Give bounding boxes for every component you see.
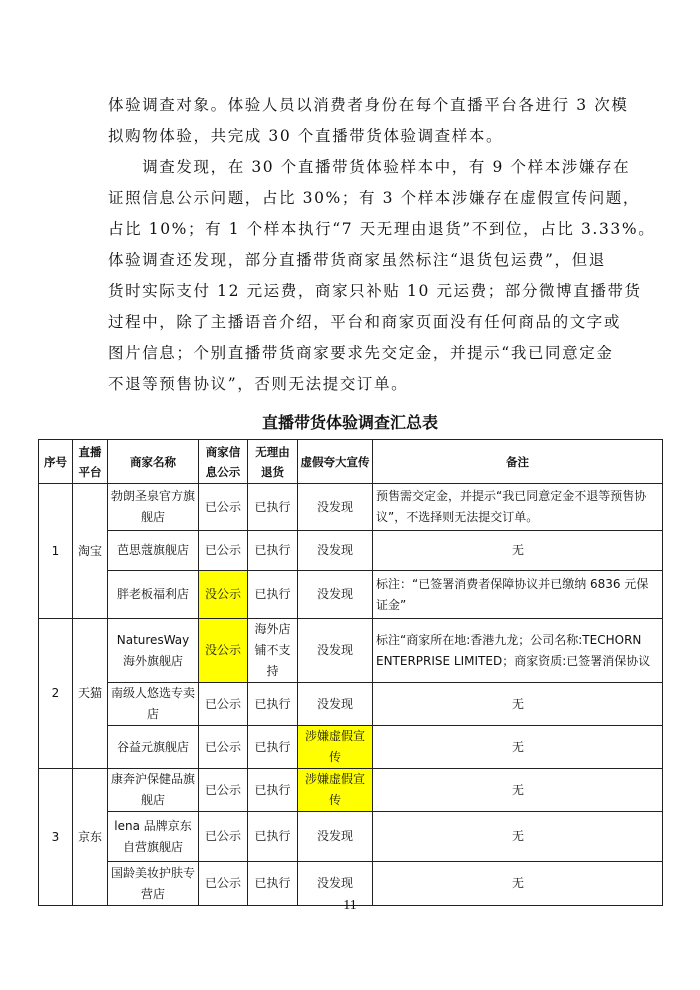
header-ad: 虚假夸大宣传 [298,440,373,484]
cell-platform: 天猫 [73,619,108,769]
cell-return: 已执行 [248,726,298,769]
cell-ad: 涉嫌虚假宣传 [298,769,373,812]
cell-merchant: lena 品牌京东自营旗舰店 [108,812,199,862]
paragraph-line: 占比 10%；有 1 个样本执行“7 天无理由退货”不到位，占比 3.33%。 [108,220,656,238]
paragraph-line: 不退等预售协议”，否则无法提交订单。 [108,375,409,393]
cell-note: 无 [373,726,663,769]
cell-merchant: 康奔沪保健品旗舰店 [108,769,199,812]
cell-ad: 没发现 [298,683,373,726]
cell-info: 没公示 [199,571,248,619]
cell-info: 已公示 [199,769,248,812]
cell-return: 已执行 [248,862,298,906]
cell-ad: 没发现 [298,531,373,571]
cell-note: 无 [373,812,663,862]
cell-note: 标注“商家所在地:香港九龙；公司名称:TECHORN ENTERPRISE LIMITED；商家资质:已签署消保协议 [373,619,663,683]
paragraph-line: 货时实际支付 12 元运费，商家只补贴 10 元运费；部分微博直播带货 [108,282,642,300]
cell-ad: 没发现 [298,484,373,531]
header-note: 备注 [373,440,663,484]
paragraph-line: 图片信息；个别直播带货商家要求先交定金，并提示“我已同意定金 [108,344,614,362]
table-row [39,812,663,862]
page-number: 11 [343,898,357,913]
cell-ad: 没发现 [298,619,373,683]
cell-note: 无 [373,683,663,726]
cell-note: 无 [373,531,663,571]
paragraph-line: 调查发现，在 30 个直播带货体验样本中，有 9 个样本涉嫌存在 [108,158,631,176]
cell-merchant: NaturesWay 海外旗舰店 [108,619,199,683]
paragraph-line: 证照信息公示问题，占比 30%；有 3 个样本涉嫌存在虚假宣传问题， [108,189,640,207]
cell-ad: 没发现 [298,571,373,619]
table-row [39,726,663,769]
cell-info: 已公示 [199,531,248,571]
cell-return: 已执行 [248,812,298,862]
table-title: 直播带货体验调查汇总表 [261,413,438,432]
table-row [39,484,663,531]
summary-table [38,439,663,906]
cell-merchant: 南级人悠选专卖店 [108,683,199,726]
cell-note: 标注：“已签署消费者保障协议并已缴纳 6836 元保证金” [373,571,663,619]
cell-info: 已公示 [199,862,248,906]
cell-note: 预售需交定金，并提示“我已同意定金不退等预售协议”，不选择则无法提交订单。 [373,484,663,531]
cell-merchant: 国龄美妆护肤专营店 [108,862,199,906]
cell-merchant: 谷益元旗舰店 [108,726,199,769]
header-no: 序号 [39,440,73,484]
cell-no: 3 [39,769,73,906]
cell-merchant: 芭思蔻旗舰店 [108,531,199,571]
cell-return: 已执行 [248,571,298,619]
cell-info: 已公示 [199,683,248,726]
cell-note: 无 [373,769,663,812]
cell-platform: 京东 [73,769,108,906]
cell-info: 已公示 [199,726,248,769]
cell-platform: 淘宝 [73,484,108,619]
table-header-row [39,440,663,484]
header-info: 商家信息公示 [199,440,248,484]
header-return: 无理由退货 [248,440,298,484]
cell-no: 2 [39,619,73,769]
cell-info: 已公示 [199,484,248,531]
table-row [39,769,663,812]
table-row [39,571,663,619]
cell-ad: 涉嫌虚假宣传 [298,726,373,769]
cell-return: 海外店铺不支持 [248,619,298,683]
cell-info: 已公示 [199,812,248,862]
cell-merchant: 勃朗圣泉官方旗舰店 [108,484,199,531]
paragraph-line: 过程中，除了主播语音介绍，平台和商家页面没有任何商品的文字或 [108,313,622,331]
cell-return: 已执行 [248,769,298,812]
cell-return: 已执行 [248,683,298,726]
cell-ad: 没发现 [298,812,373,862]
table-row [39,531,663,571]
cell-return: 已执行 [248,531,298,571]
cell-info: 没公示 [199,619,248,683]
paragraph-line: 体验调查对象。体验人员以消费者身份在每个直播平台各进行 3 次模 [108,96,629,114]
cell-merchant: 胖老板福利店 [108,571,199,619]
cell-ad: 没发现 [298,862,373,906]
paragraph-line: 体验调查还发现，部分直播带货商家虽然标注“退货包运费”，但退 [108,251,606,269]
cell-note: 无 [373,862,663,906]
paragraph-line: 拟购物体验，共完成 30 个直播带货体验调查样本。 [108,127,504,145]
table-row [39,683,663,726]
table-row [39,619,663,683]
header-platform: 直播平台 [73,440,108,484]
cell-no: 1 [39,484,73,619]
cell-return: 已执行 [248,484,298,531]
header-merchant: 商家名称 [108,440,199,484]
